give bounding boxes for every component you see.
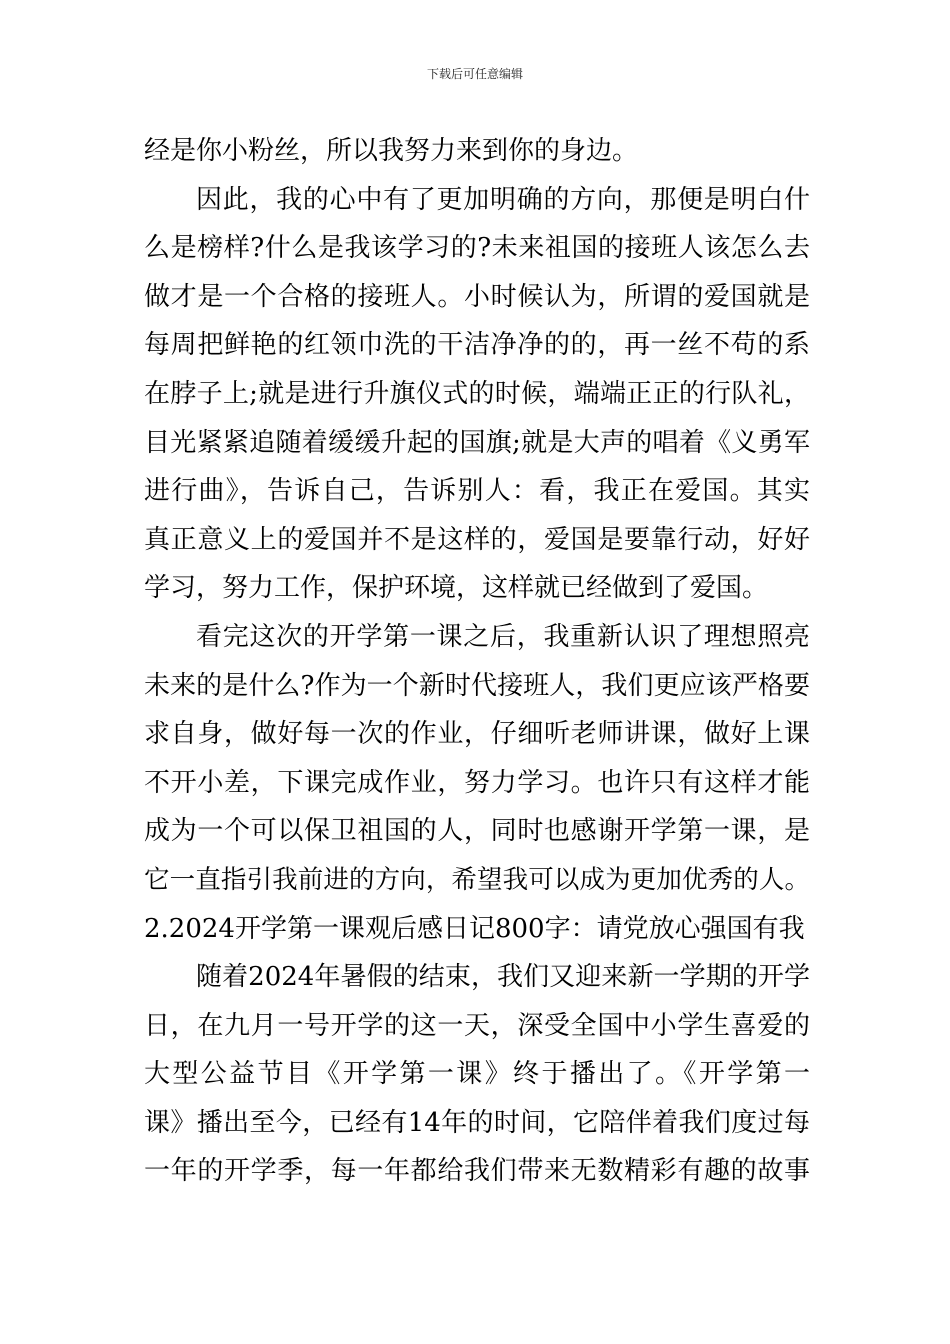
- text-line: 进行曲》，告诉自己，告诉别人：看，我正在爱国。其实: [144, 476, 810, 507]
- text-line: 大型公益节目《开学第一课》终于播出了。《开学第一: [144, 1059, 810, 1090]
- text-line: 求自身，做好每一次的作业，仔细听老师讲课，做好上课: [144, 719, 810, 750]
- text-line: 学习，努力工作，保护环境，这样就已经做到了爱国。: [144, 573, 769, 604]
- text-line: 目光紧紧追随着缓缓升起的国旗;就是大声的唱着《义勇军: [144, 427, 810, 458]
- document-body: [144, 127, 810, 1196]
- text-line: 日，在九月一号开学的这一天，深受全国中小学生喜爱的: [144, 1010, 810, 1041]
- text-line: 真正意义上的爱国并不是这样的，爱国是要靠行动，好好: [144, 524, 810, 555]
- text-line: 做才是一个合格的接班人。小时候认为，所谓的爱国就是: [144, 281, 810, 312]
- text-line: 课》播出至今，已经有14年的时间，它陪伴着我们度过每: [144, 1107, 810, 1138]
- text-line: 因此，我的心中有了更加明确的方向，那便是明白什: [196, 184, 810, 215]
- text-line: 么是榜样?什么是我该学习的?未来祖国的接班人该怎么去: [144, 233, 810, 264]
- page-header: 下载后可任意编辑: [426, 67, 523, 81]
- text-line: 不开小差，下课完成作业，努力学习。也许只有这样才能: [144, 767, 810, 798]
- text-line: 看完这次的开学第一课之后，我重新认识了理想照亮: [196, 621, 810, 652]
- text-line: 2.2024开学第一课观后感日记800字：请党放心强国有我: [144, 913, 805, 944]
- text-line: 未来的是什么?作为一个新时代接班人，我们更应该严格要: [144, 670, 810, 701]
- text-line: 在脖子上;就是进行升旗仪式的时候，端端正正的行队礼，: [144, 378, 810, 409]
- text-line: 它一直指引我前进的方向，希望我可以成为更加优秀的人。: [144, 864, 810, 895]
- text-line: 每周把鲜艳的红领巾洗的干洁净净的的，再一丝不苟的系: [144, 330, 810, 361]
- text-line: 成为一个可以保卫祖国的人，同时也感谢开学第一课，是: [144, 816, 810, 847]
- text-line: 一年的开学季，每一年都给我们带来无数精彩有趣的故事: [144, 1156, 810, 1187]
- text-line: 随着2024年暑假的结束，我们又迎来新一学期的开学: [196, 962, 810, 993]
- text-line: 经是你小粉丝，所以我努力来到你的身边。: [144, 136, 639, 166]
